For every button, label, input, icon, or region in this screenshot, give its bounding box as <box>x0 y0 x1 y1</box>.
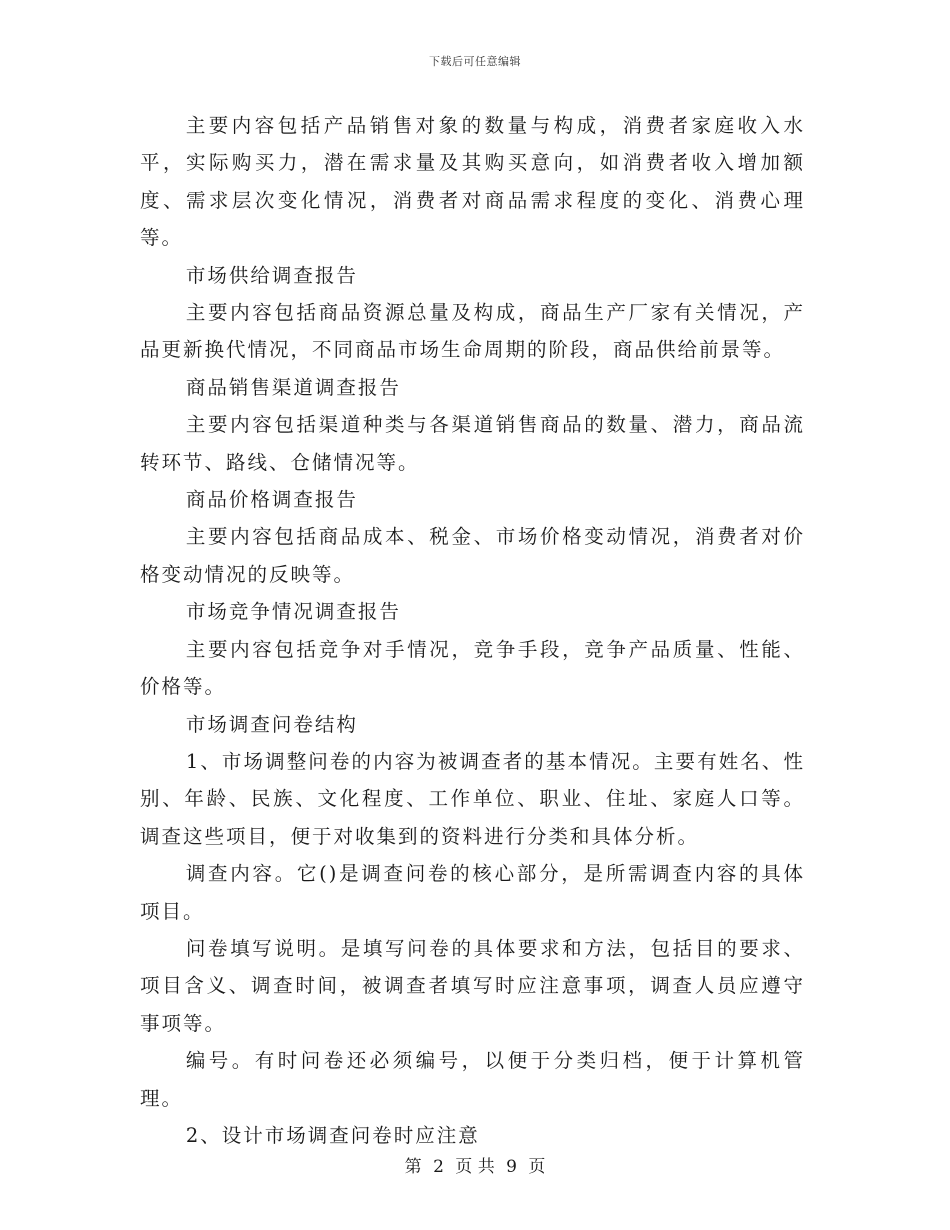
section-heading: 市场供给调查报告 <box>185 263 358 287</box>
paragraph: 1、市场调整问卷的内容为被调查者的基本情况。主要有姓名、性别、年龄、民族、文化程度、工作单位、职业、住址、家庭人口等。调查这些项目，便于对收集到的资料进行分类和具体分析。 <box>140 749 805 848</box>
footer-suffix: 页 <box>528 1157 546 1177</box>
page-number: 2 <box>433 1157 444 1177</box>
page-footer <box>0 1152 950 1177</box>
section-heading: 2、设计市场调查问卷时应注意 <box>185 1123 480 1147</box>
paragraph: 主要内容包括商品资源总量及构成，商品生产厂家有关情况，产品更新换代情况，不同商品市场生命周期的阶段，商品供给前景等。 <box>140 301 805 362</box>
paragraph: 主要内容包括商品成本、税金、市场价格变动情况，消费者对价格变动情况的反映等。 <box>140 525 805 586</box>
paragraph: 主要内容包括竞争对手情况，竞争手段，竞争产品质量、性能、价格等。 <box>140 637 805 699</box>
section-heading: 商品价格调查报告 <box>185 488 358 512</box>
paragraph: 调查内容。它()是调查问卷的核心部分，是所需调查内容的具体项目。 <box>140 862 805 923</box>
section-heading: 商品销售渠道调查报告 <box>185 375 401 399</box>
document-body <box>140 107 805 1154</box>
page-header: 下载后可任意编辑 <box>429 55 521 68</box>
total-pages: 9 <box>506 1157 517 1177</box>
paragraph: 编号。有时问卷还必须编号，以便于分类归档，便于计算机管理。 <box>140 1049 805 1110</box>
section-heading: 市场竞争情况调查报告 <box>185 600 401 624</box>
footer-prefix: 第 <box>404 1157 422 1177</box>
paragraph: 主要内容包括渠道种类与各渠道销售商品的数量、潜力，商品流转环节、路线、仓储情况等。 <box>140 413 805 474</box>
footer-middle: 页 共 <box>455 1157 495 1177</box>
section-heading: 市场调查问卷结构 <box>185 712 358 736</box>
paragraph: 问卷填写说明。是填写问卷的具体要求和方法，包括目的要求、项目含义、调查时间，被调查者填写时应注意事项，调查人员应遵守事项等。 <box>140 936 805 1035</box>
paragraph: 主要内容包括产品销售对象的数量与构成，消费者家庭收入水平，实际购买力，潜在需求量及其购买意向，如消费者收入增加额度、需求层次变化情况，消费者对商品需求程度的变化、消费心理等。 <box>140 114 805 250</box>
